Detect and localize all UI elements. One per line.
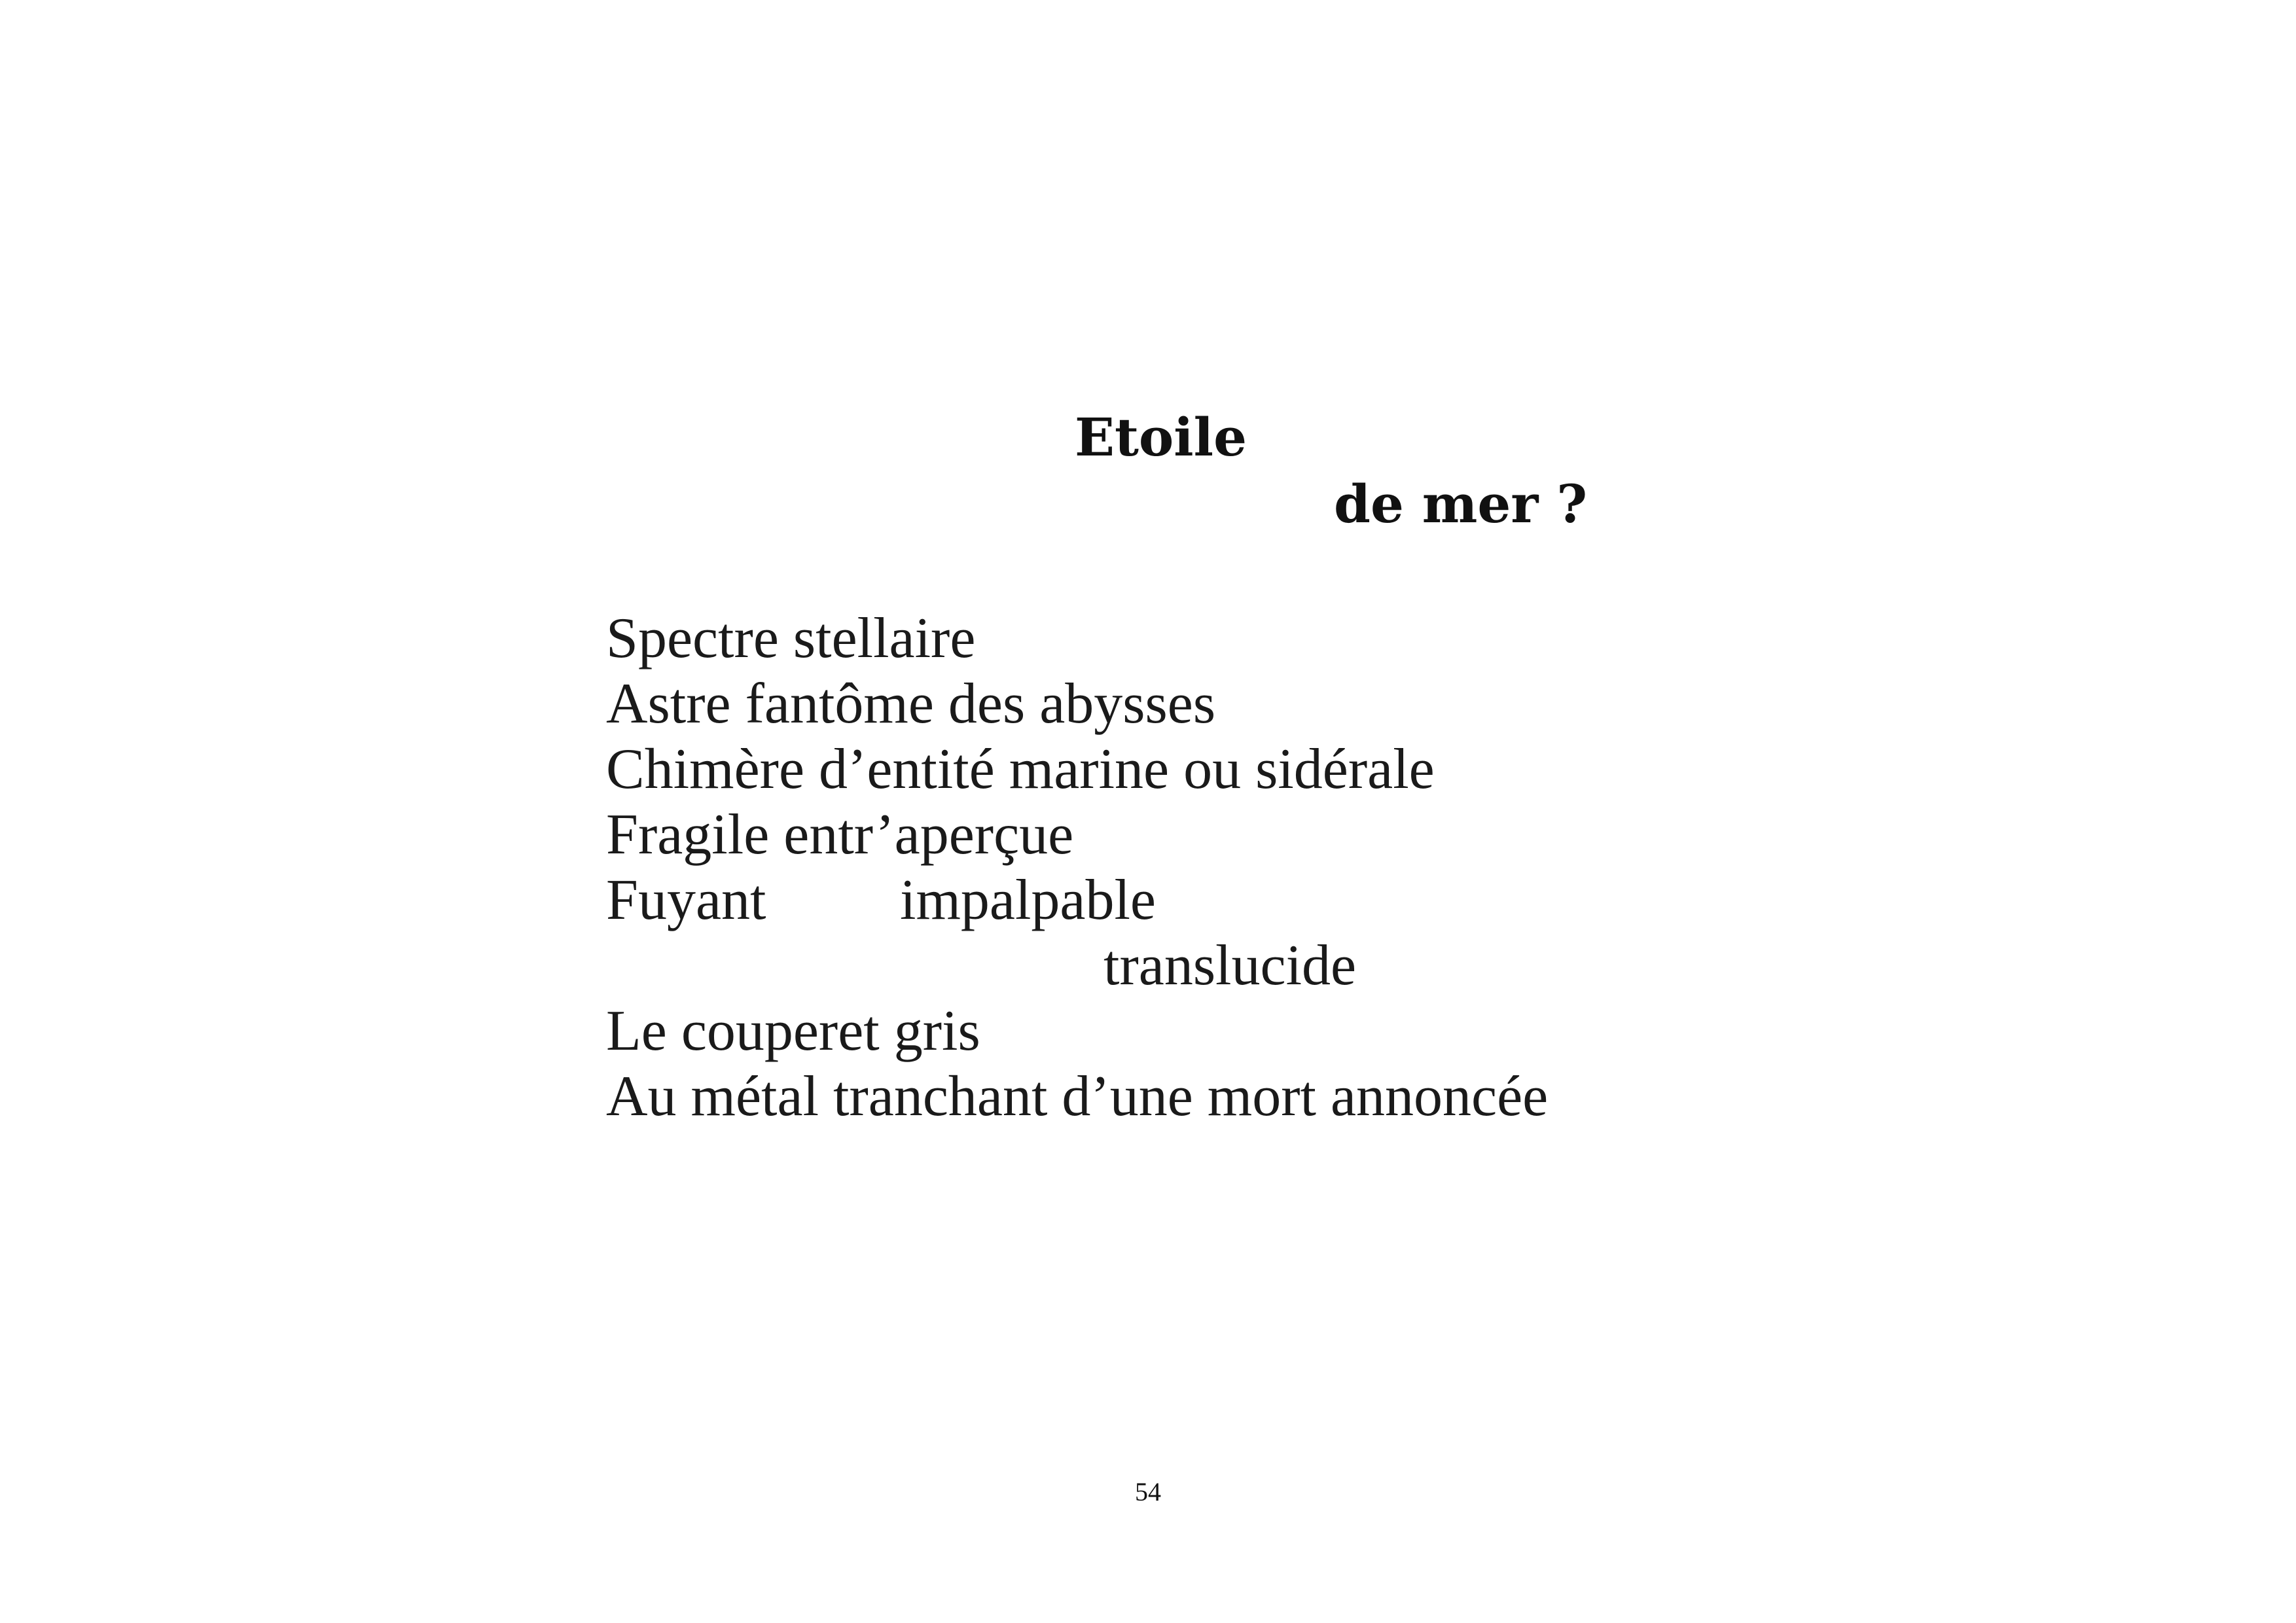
verse-text: translucide bbox=[1103, 934, 1357, 997]
verse-text: Au métal tranchant d’une mort annoncée bbox=[606, 1065, 1549, 1128]
verse-text: Spectre stellaire bbox=[606, 607, 976, 670]
verse-text: Fragile entr’aperçue bbox=[606, 803, 1074, 866]
verse-text: Chimère d’entité marine ou sidérale bbox=[606, 738, 1435, 801]
verse-text: Le couperet gris bbox=[606, 999, 980, 1063]
page-number: 54 bbox=[1135, 1477, 1161, 1507]
verse-text: impalpable bbox=[900, 868, 1156, 932]
poem-title-line-2: de mer ? bbox=[1334, 473, 1588, 535]
verse-text: Fuyant bbox=[606, 868, 766, 932]
poem-title-line-1: Etoile bbox=[1075, 406, 1247, 468]
verse-text: Astre fantôme des abysses bbox=[606, 672, 1216, 736]
